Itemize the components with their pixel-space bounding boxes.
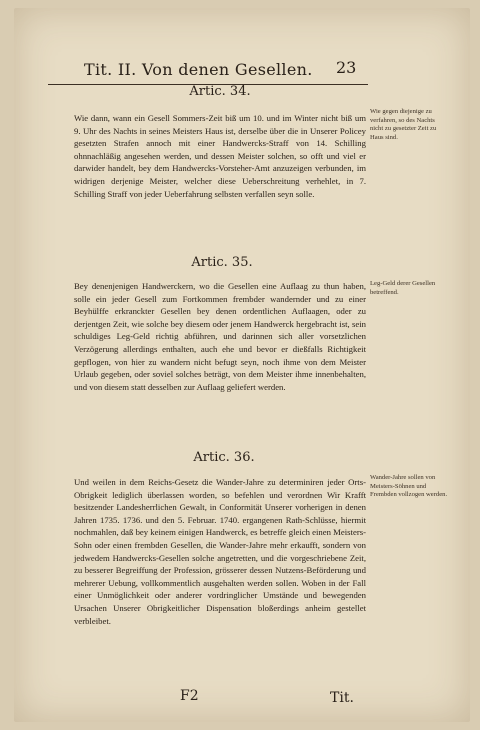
article-34-heading: Artic. 34. <box>189 84 251 99</box>
article-36-text <box>74 476 366 627</box>
article-36-marginal-note: Wander-Jahre sollen von Meisters-Söhnen und Frembden vollzogen werden. <box>370 474 448 498</box>
article-35-marginal-note: Leg-Geld derer Gesellen betreffend. <box>370 280 436 296</box>
signature-mark: F2 <box>180 688 199 704</box>
running-head: Tit. II. Von denen Gesellen. <box>84 60 313 79</box>
article-35-paragraph: Bey denenjenigen Handwerckern, wo die Gesellen eine Auflaag zu thun haben, solle ein jeder Gesell zum Fortkommen frembder wandernder und zu einer Beyhülffe erkranckter Gesellen bey denen ordentlichen Auflaagen, oder zu derjentgen Zeit, wie solche bey diesem oder jenem Handwerck hergebracht ist, sein schuldiges Leg-Geld richtig abführen, und darinnen sich aller vorsetzlichen Verzögerung allerdings enthalten, auch ehe und bevor er dießfalls Richtigkeit gepflogen, von hier zu wandern nicht befugt seyn, noch ihme von dem Meister Urlaub gegeben, oder soviel solches beträgt, von dem Meister ihme innenbehalten, und von diesem statt desselben zur Auflaag geliefert werden. <box>74 281 366 392</box>
article-35-heading: Artic. 35. <box>191 255 253 270</box>
catchword: Tit. <box>330 690 354 706</box>
article-36-heading: Artic. 36. <box>193 450 255 465</box>
article-36-paragraph: Und weilen in dem Reichs-Gesetz die Wander-Jahre zu determiniren jeder Orts-Obrigkeit lediglich überlassen worden, so befehlen und verordnen Wir Krafft besitzender Landesherrlichen Gewalt, in Conformität Unserer vorherigen in denen Jahren 1735. 1736. und den 5. Februar. 1740. ergangenen Rath-Schlüsse, hiermit nochmahlen, daß bey keinem einigen Handwerck, es betreffe gleich einen Meisters-Sohn oder einen frembden Gesellen, die Wander-Jahre mehr erkaufft, sondern von jedwedem Handwercks-Gesellen solche angetretten, und die vorgeschriebene Zeit, zu besserer Begreiffung der Profession, grösserer dessen Nutzens-Beförderung und mehrerer Uebung, vollkommentlich ausgehalten werden sollen. Woben in der Fall einer Unmöglichkeit oder anderer vordringlicher Umstände und bewegenden Ursachen Unserer Obrigkeitlicher Dispensation bloßerdings anheim gestellet verbleibet. <box>74 477 366 626</box>
page-number: 23 <box>336 58 357 77</box>
article-34-text <box>74 112 366 200</box>
document-page <box>14 8 470 722</box>
article-34-marginal-note: Wie gegen diejenige zu verfahren, so des Nachts nicht zu gesetzter Zeit zu Haus sind. <box>370 108 437 141</box>
article-35-text <box>74 280 366 393</box>
article-34-paragraph: Wie dann, wann ein Gesell Sommers-Zeit biß um 10. und im Winter nicht biß um 9. Uhr des Nachts in seines Meisters Haus ist, derselbe über die in Unserer Policey gesetzten Strafen annoch mit einer Handwercks-Straff von 14. Schilling ohnnachläßig angesehen werden, und dessen Meister solchen, so offt und viel er darwider handelt, bey dem Handwercks-Vorsteher-Amt anzuzeigen verbunden, im widrigen derjenige Meister, welcher diese Ueberschreitung verhehlet, in 7. Schilling Straff von jeder Ueberfahrung selbsten verfallen seyn solle. <box>74 113 366 199</box>
page-header <box>84 60 364 79</box>
